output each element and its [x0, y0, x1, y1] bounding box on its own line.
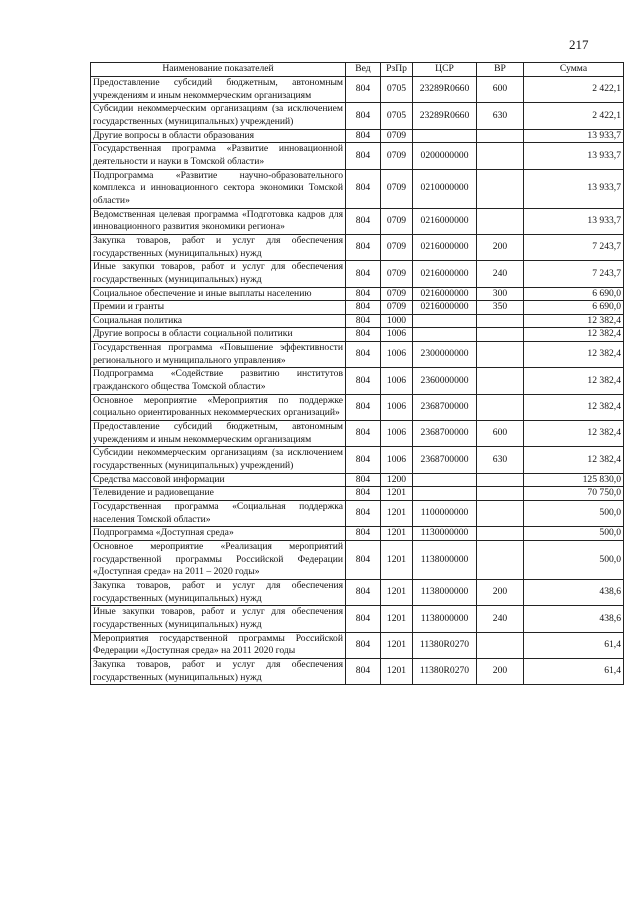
cell-vr: 240	[477, 606, 524, 632]
cell-csr	[413, 487, 477, 501]
cell-ved: 804	[346, 287, 381, 301]
table-row	[91, 314, 624, 328]
table-row	[91, 169, 624, 208]
table-row	[91, 368, 624, 394]
cell-name: Основное мероприятие «Реализация мероприятий государственной программы Российской Федерации «Доступная среда» на 2011 – 2020 годы»	[91, 540, 346, 579]
cell-ved: 804	[346, 632, 381, 658]
cell-name: Закупка товаров, работ и услуг для обеспечения государственных (муниципальных) нужд	[91, 658, 346, 684]
cell-name: Мероприятия государственной программы Российской Федерации «Доступная среда» на 2011 2020 годы	[91, 632, 346, 658]
cell-rzpr: 0709	[381, 169, 413, 208]
cell-name: Средства массовой информации	[91, 473, 346, 487]
cell-vr: 200	[477, 579, 524, 605]
table-row	[91, 540, 624, 579]
cell-vr: 630	[477, 447, 524, 473]
cell-name: Социальное обеспечение и иные выплаты населению	[91, 287, 346, 301]
cell-name: Социальная политика	[91, 314, 346, 328]
cell-csr: 2368700000	[413, 421, 477, 447]
cell-rzpr: 1201	[381, 579, 413, 605]
cell-ved: 804	[346, 579, 381, 605]
cell-ved: 804	[346, 208, 381, 234]
cell-sum: 13 933,7	[524, 129, 624, 143]
cell-rzpr: 1201	[381, 527, 413, 541]
cell-name: Государственная программа «Социальная поддержка населения Томской области»	[91, 501, 346, 527]
cell-csr: 0216000000	[413, 261, 477, 287]
table-row	[91, 606, 624, 632]
cell-rzpr: 0705	[381, 77, 413, 103]
cell-rzpr: 0709	[381, 143, 413, 169]
cell-rzpr: 1201	[381, 540, 413, 579]
cell-vr	[477, 208, 524, 234]
cell-vr: 240	[477, 261, 524, 287]
cell-rzpr: 1006	[381, 328, 413, 342]
cell-ved: 804	[346, 342, 381, 368]
cell-rzpr: 1006	[381, 421, 413, 447]
cell-name: Субсидии некоммерческим организациям (за исключением государственных (муниципальных) учреждений)	[91, 103, 346, 129]
cell-vr: 600	[477, 421, 524, 447]
cell-csr: 0200000000	[413, 143, 477, 169]
table-row	[91, 473, 624, 487]
cell-vr: 200	[477, 658, 524, 684]
cell-ved: 804	[346, 328, 381, 342]
cell-sum: 13 933,7	[524, 208, 624, 234]
table-row	[91, 234, 624, 260]
cell-sum: 61,4	[524, 632, 624, 658]
cell-name: Подпрограмма «Доступная среда»	[91, 527, 346, 541]
cell-ved: 804	[346, 169, 381, 208]
cell-csr: 0210000000	[413, 169, 477, 208]
cell-csr: 2360000000	[413, 368, 477, 394]
cell-vr	[477, 368, 524, 394]
cell-name: Ведомственная целевая программа «Подготовка кадров для инновационного развития экономики региона»	[91, 208, 346, 234]
cell-ved: 804	[346, 261, 381, 287]
page-number: 217	[569, 37, 589, 52]
cell-name: Предоставление субсидий бюджетным, автономным учреждениям и иным некоммерческим организациям	[91, 77, 346, 103]
cell-csr: 2300000000	[413, 342, 477, 368]
cell-ved: 804	[346, 394, 381, 420]
cell-rzpr: 0705	[381, 103, 413, 129]
cell-vr: 600	[477, 77, 524, 103]
cell-vr	[477, 129, 524, 143]
cell-ved: 804	[346, 501, 381, 527]
cell-csr	[413, 129, 477, 143]
cell-csr: 0216000000	[413, 208, 477, 234]
cell-vr	[477, 501, 524, 527]
cell-ved: 804	[346, 487, 381, 501]
cell-sum: 70 750,0	[524, 487, 624, 501]
cell-csr: 0216000000	[413, 287, 477, 301]
cell-name: Другие вопросы в области социальной политики	[91, 328, 346, 342]
cell-csr: 23289R0660	[413, 103, 477, 129]
cell-sum: 7 243,7	[524, 261, 624, 287]
cell-csr: 1138000000	[413, 606, 477, 632]
cell-name: Иные закупки товаров, работ и услуг для обеспечения государственных (муниципальных) нужд	[91, 606, 346, 632]
cell-rzpr: 0709	[381, 234, 413, 260]
cell-name: Иные закупки товаров, работ и услуг для обеспечения государственных (муниципальных) нужд	[91, 261, 346, 287]
cell-csr: 11380R0270	[413, 658, 477, 684]
cell-ved: 804	[346, 314, 381, 328]
table-row	[91, 287, 624, 301]
table-body	[91, 77, 624, 685]
table-row	[91, 527, 624, 541]
cell-rzpr: 0709	[381, 261, 413, 287]
cell-sum: 500,0	[524, 501, 624, 527]
cell-vr	[477, 527, 524, 541]
cell-ved: 804	[346, 473, 381, 487]
cell-ved: 804	[346, 77, 381, 103]
cell-ved: 804	[346, 447, 381, 473]
cell-name: Основное мероприятие «Мероприятия по поддержке социально ориентированных некоммерческих организаций»	[91, 394, 346, 420]
cell-sum: 12 382,4	[524, 314, 624, 328]
cell-name: Другие вопросы в области образования	[91, 129, 346, 143]
cell-ved: 804	[346, 143, 381, 169]
cell-rzpr: 1201	[381, 487, 413, 501]
header-rzpr: РзПр	[381, 63, 413, 77]
cell-sum: 6 690,0	[524, 301, 624, 315]
header-vr: ВР	[477, 63, 524, 77]
cell-rzpr: 0709	[381, 287, 413, 301]
cell-name: Телевидение и радиовещание	[91, 487, 346, 501]
cell-name: Закупка товаров, работ и услуг для обеспечения государственных (муниципальных) нужд	[91, 234, 346, 260]
cell-sum: 2 422,1	[524, 77, 624, 103]
cell-sum: 438,6	[524, 606, 624, 632]
cell-vr	[477, 143, 524, 169]
cell-sum: 500,0	[524, 540, 624, 579]
cell-csr	[413, 473, 477, 487]
cell-rzpr: 1201	[381, 632, 413, 658]
cell-sum: 500,0	[524, 527, 624, 541]
table-row	[91, 342, 624, 368]
cell-rzpr: 1201	[381, 606, 413, 632]
table-row	[91, 261, 624, 287]
table-row	[91, 208, 624, 234]
cell-ved: 804	[346, 301, 381, 315]
cell-name: Подпрограмма «Содействие развитию институтов гражданского общества Томской области»	[91, 368, 346, 394]
cell-ved: 804	[346, 129, 381, 143]
cell-name: Государственная программа «Повышение эффективности регионального и муниципального управления»	[91, 342, 346, 368]
table-row	[91, 394, 624, 420]
cell-ved: 804	[346, 368, 381, 394]
cell-csr: 1138000000	[413, 579, 477, 605]
cell-rzpr: 1200	[381, 473, 413, 487]
cell-sum: 438,6	[524, 579, 624, 605]
cell-vr	[477, 314, 524, 328]
header-sum: Сумма	[524, 63, 624, 77]
cell-sum: 12 382,4	[524, 421, 624, 447]
table-row	[91, 632, 624, 658]
cell-rzpr: 1000	[381, 314, 413, 328]
table-row	[91, 447, 624, 473]
cell-csr: 0216000000	[413, 301, 477, 315]
cell-rzpr: 1006	[381, 342, 413, 368]
cell-name: Закупка товаров, работ и услуг для обеспечения государственных (муниципальных) нужд	[91, 579, 346, 605]
cell-ved: 804	[346, 527, 381, 541]
cell-csr: 1100000000	[413, 501, 477, 527]
cell-csr	[413, 314, 477, 328]
cell-rzpr: 1006	[381, 368, 413, 394]
table-row	[91, 77, 624, 103]
cell-vr	[477, 342, 524, 368]
cell-sum: 6 690,0	[524, 287, 624, 301]
cell-sum: 125 830,0	[524, 473, 624, 487]
table-row	[91, 143, 624, 169]
cell-rzpr: 0709	[381, 129, 413, 143]
cell-ved: 804	[346, 540, 381, 579]
cell-sum: 7 243,7	[524, 234, 624, 260]
cell-ved: 804	[346, 421, 381, 447]
table-row	[91, 328, 624, 342]
cell-csr: 2368700000	[413, 394, 477, 420]
cell-vr: 630	[477, 103, 524, 129]
cell-name: Премии и гранты	[91, 301, 346, 315]
cell-rzpr: 0709	[381, 301, 413, 315]
cell-ved: 804	[346, 658, 381, 684]
cell-csr	[413, 328, 477, 342]
cell-vr	[477, 169, 524, 208]
cell-name: Предоставление субсидий бюджетным, автономным учреждениям и иным некоммерческим организациям	[91, 421, 346, 447]
cell-sum: 12 382,4	[524, 447, 624, 473]
cell-vr	[477, 473, 524, 487]
cell-rzpr: 1006	[381, 394, 413, 420]
table-row	[91, 421, 624, 447]
cell-sum: 2 422,1	[524, 103, 624, 129]
cell-ved: 804	[346, 103, 381, 129]
cell-csr: 23289R0660	[413, 77, 477, 103]
header-ved: Вед	[346, 63, 381, 77]
table-row	[91, 487, 624, 501]
table-row	[91, 103, 624, 129]
cell-rzpr: 1201	[381, 501, 413, 527]
cell-vr	[477, 394, 524, 420]
cell-csr: 2368700000	[413, 447, 477, 473]
cell-vr: 300	[477, 287, 524, 301]
header-row	[91, 63, 624, 77]
cell-name: Подпрограмма «Развитие научно-образовательного комплекса и инновационного сектора экономики Томской области»	[91, 169, 346, 208]
cell-sum: 12 382,4	[524, 368, 624, 394]
cell-ved: 804	[346, 606, 381, 632]
cell-rzpr: 1006	[381, 447, 413, 473]
cell-sum: 13 933,7	[524, 143, 624, 169]
cell-name: Государственная программа «Развитие инновационной деятельности и науки в Томской области»	[91, 143, 346, 169]
cell-sum: 12 382,4	[524, 394, 624, 420]
cell-ved: 804	[346, 234, 381, 260]
table-row	[91, 579, 624, 605]
cell-sum: 13 933,7	[524, 169, 624, 208]
cell-rzpr: 0709	[381, 208, 413, 234]
cell-vr	[477, 487, 524, 501]
cell-vr	[477, 540, 524, 579]
cell-sum: 12 382,4	[524, 328, 624, 342]
cell-csr: 11380R0270	[413, 632, 477, 658]
cell-csr: 0216000000	[413, 234, 477, 260]
table-row	[91, 129, 624, 143]
table-row	[91, 658, 624, 684]
budget-table	[90, 62, 624, 685]
cell-csr: 1130000000	[413, 527, 477, 541]
header-name: Наименование показателей	[91, 63, 346, 77]
cell-vr	[477, 328, 524, 342]
cell-vr	[477, 632, 524, 658]
table-header	[91, 63, 624, 77]
table-row	[91, 301, 624, 315]
cell-name: Субсидии некоммерческим организациям (за исключением государственных (муниципальных) учреждений)	[91, 447, 346, 473]
cell-vr: 200	[477, 234, 524, 260]
cell-sum: 12 382,4	[524, 342, 624, 368]
header-csr: ЦСР	[413, 63, 477, 77]
table-row	[91, 501, 624, 527]
cell-csr: 1138000000	[413, 540, 477, 579]
cell-sum: 61,4	[524, 658, 624, 684]
cell-vr: 350	[477, 301, 524, 315]
cell-rzpr: 1201	[381, 658, 413, 684]
